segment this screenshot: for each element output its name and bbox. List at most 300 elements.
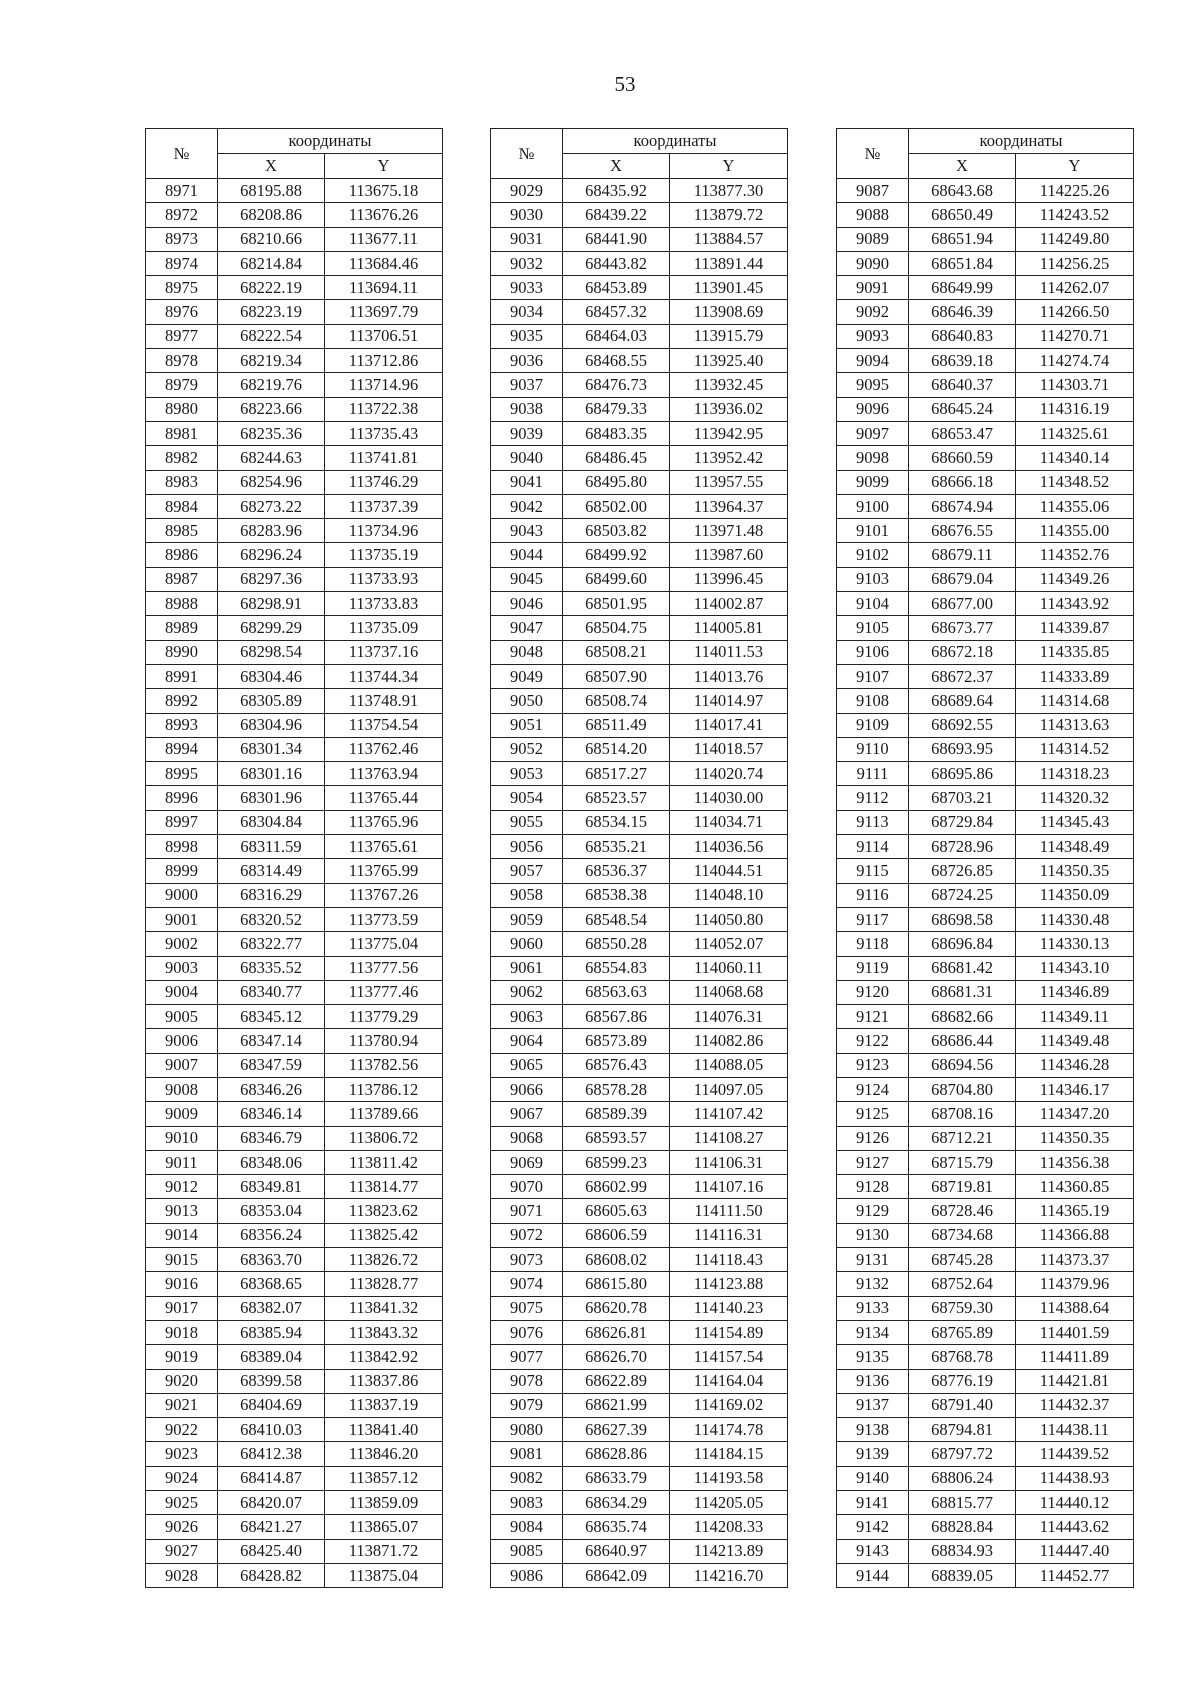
table-row <box>837 859 1134 883</box>
y-coordinate-cell: 114005.81 <box>670 616 788 640</box>
table-row <box>837 470 1134 494</box>
table-row <box>491 859 788 883</box>
y-coordinate-cell: 113746.29 <box>325 470 443 494</box>
y-coordinate-cell: 113837.86 <box>325 1369 443 1393</box>
page-number: 53 <box>614 72 636 96</box>
point-number-cell: 9048 <box>491 640 563 664</box>
x-coordinate-cell: 68420.07 <box>218 1491 325 1515</box>
y-coordinate-cell: 113826.72 <box>325 1248 443 1272</box>
point-number-cell: 9113 <box>837 810 909 834</box>
x-coordinate-cell: 68578.28 <box>563 1077 670 1101</box>
x-coordinate-cell: 68593.57 <box>563 1126 670 1150</box>
point-number-cell: 9067 <box>491 1102 563 1126</box>
point-number-cell: 9069 <box>491 1150 563 1174</box>
x-coordinate-cell: 68223.19 <box>218 300 325 324</box>
x-coordinate-cell: 68679.04 <box>909 567 1016 591</box>
y-coordinate-cell: 114243.52 <box>1016 203 1134 227</box>
y-coordinate-cell: 114438.93 <box>1016 1466 1134 1490</box>
table-row <box>491 276 788 300</box>
point-number-cell: 9015 <box>146 1248 218 1272</box>
x-coordinate-cell: 68348.06 <box>218 1150 325 1174</box>
x-coordinate-cell: 68443.82 <box>563 251 670 275</box>
y-coordinate-cell: 114184.15 <box>670 1442 788 1466</box>
y-coordinate-cell: 114174.78 <box>670 1418 788 1442</box>
point-number-cell: 9099 <box>837 470 909 494</box>
point-number-cell: 9060 <box>491 932 563 956</box>
y-coordinate-cell: 114339.87 <box>1016 616 1134 640</box>
y-coordinate-cell: 114256.25 <box>1016 251 1134 275</box>
y-coordinate-cell: 113865.07 <box>325 1515 443 1539</box>
table-row <box>146 1223 443 1247</box>
x-header: X <box>563 154 670 179</box>
table-row <box>146 1466 443 1490</box>
y-coordinate-cell: 114346.28 <box>1016 1053 1134 1077</box>
y-coordinate-cell: 114205.05 <box>670 1491 788 1515</box>
x-coordinate-cell: 68548.54 <box>563 907 670 931</box>
x-coordinate-cell: 68486.45 <box>563 446 670 470</box>
table-row <box>837 567 1134 591</box>
point-number-cell: 9133 <box>837 1296 909 1320</box>
x-coordinate-cell: 68650.49 <box>909 203 1016 227</box>
x-coordinate-cell: 68346.79 <box>218 1126 325 1150</box>
y-coordinate-cell: 113901.45 <box>670 276 788 300</box>
point-number-cell: 9036 <box>491 349 563 373</box>
x-coordinate-cell: 68508.74 <box>563 689 670 713</box>
x-coordinate-cell: 68479.33 <box>563 397 670 421</box>
x-coordinate-cell: 68621.99 <box>563 1393 670 1417</box>
point-number-cell: 8994 <box>146 737 218 761</box>
table-row <box>837 689 1134 713</box>
table-row <box>491 640 788 664</box>
x-coordinate-cell: 68368.65 <box>218 1272 325 1296</box>
y-coordinate-cell: 113908.69 <box>670 300 788 324</box>
y-coordinate-cell: 113915.79 <box>670 324 788 348</box>
point-number-cell: 9103 <box>837 567 909 591</box>
table-row <box>491 543 788 567</box>
point-number-cell: 9038 <box>491 397 563 421</box>
point-number-cell: 9014 <box>146 1223 218 1247</box>
table-row <box>837 810 1134 834</box>
number-header: № <box>491 129 563 179</box>
x-coordinate-cell: 68776.19 <box>909 1369 1016 1393</box>
table-row <box>837 446 1134 470</box>
y-coordinate-cell: 113735.43 <box>325 421 443 445</box>
y-coordinate-cell: 114020.74 <box>670 762 788 786</box>
x-coordinate-cell: 68219.76 <box>218 373 325 397</box>
table-row <box>491 1491 788 1515</box>
table-row <box>491 519 788 543</box>
point-number-cell: 9081 <box>491 1442 563 1466</box>
y-coordinate-cell: 114106.31 <box>670 1150 788 1174</box>
x-coordinate-cell: 68643.68 <box>909 179 1016 203</box>
point-number-cell: 9035 <box>491 324 563 348</box>
table-row <box>146 349 443 373</box>
x-coordinate-cell: 68296.24 <box>218 543 325 567</box>
point-number-cell: 9051 <box>491 713 563 737</box>
point-number-cell: 8976 <box>146 300 218 324</box>
table-row <box>146 421 443 445</box>
y-coordinate-cell: 113735.19 <box>325 543 443 567</box>
table-row <box>491 1126 788 1150</box>
table-row <box>837 1345 1134 1369</box>
x-header: X <box>909 154 1016 179</box>
x-coordinate-cell: 68692.55 <box>909 713 1016 737</box>
x-coordinate-cell: 68514.20 <box>563 737 670 761</box>
x-coordinate-cell: 68414.87 <box>218 1466 325 1490</box>
x-coordinate-cell: 68615.80 <box>563 1272 670 1296</box>
table-row <box>491 567 788 591</box>
point-number-cell: 9078 <box>491 1369 563 1393</box>
point-number-cell: 9122 <box>837 1029 909 1053</box>
y-coordinate-cell: 114076.31 <box>670 1005 788 1029</box>
point-number-cell: 9018 <box>146 1320 218 1344</box>
point-number-cell: 9033 <box>491 276 563 300</box>
x-coordinate-cell: 68608.02 <box>563 1248 670 1272</box>
y-coordinate-cell: 113775.04 <box>325 932 443 956</box>
table-row <box>491 1369 788 1393</box>
x-coordinate-cell: 68626.81 <box>563 1320 670 1344</box>
point-number-cell: 9002 <box>146 932 218 956</box>
y-coordinate-cell: 114360.85 <box>1016 1175 1134 1199</box>
x-coordinate-cell: 68536.37 <box>563 859 670 883</box>
table-row <box>146 543 443 567</box>
point-number-cell: 9124 <box>837 1077 909 1101</box>
x-coordinate-cell: 68299.29 <box>218 616 325 640</box>
x-coordinate-cell: 68640.97 <box>563 1539 670 1563</box>
y-coordinate-cell: 114249.80 <box>1016 227 1134 251</box>
y-coordinate-cell: 113857.12 <box>325 1466 443 1490</box>
x-coordinate-cell: 68703.21 <box>909 786 1016 810</box>
y-coordinate-cell: 114411.89 <box>1016 1345 1134 1369</box>
table-row <box>146 1005 443 1029</box>
point-number-cell: 9001 <box>146 907 218 931</box>
x-coordinate-cell: 68620.78 <box>563 1296 670 1320</box>
table-row <box>146 689 443 713</box>
y-coordinate-cell: 113782.56 <box>325 1053 443 1077</box>
number-header: № <box>146 129 218 179</box>
y-coordinate-cell: 114303.71 <box>1016 373 1134 397</box>
y-coordinate-cell: 113765.44 <box>325 786 443 810</box>
table-row <box>837 786 1134 810</box>
point-number-cell: 9056 <box>491 835 563 859</box>
x-coordinate-cell: 68768.78 <box>909 1345 1016 1369</box>
x-coordinate-cell: 68550.28 <box>563 932 670 956</box>
point-number-cell: 8985 <box>146 519 218 543</box>
x-coordinate-cell: 68639.18 <box>909 349 1016 373</box>
point-number-cell: 9058 <box>491 883 563 907</box>
point-number-cell: 9076 <box>491 1320 563 1344</box>
point-number-cell: 9062 <box>491 980 563 1004</box>
point-number-cell: 9025 <box>146 1491 218 1515</box>
y-coordinate-cell: 114346.89 <box>1016 980 1134 1004</box>
point-number-cell: 9031 <box>491 227 563 251</box>
y-coordinate-cell: 114439.52 <box>1016 1442 1134 1466</box>
x-coordinate-cell: 68834.93 <box>909 1539 1016 1563</box>
table-row <box>837 203 1134 227</box>
y-coordinate-cell: 113841.32 <box>325 1296 443 1320</box>
point-number-cell: 9127 <box>837 1150 909 1174</box>
table-row <box>837 956 1134 980</box>
table-row <box>837 1369 1134 1393</box>
y-coordinate-cell: 114373.37 <box>1016 1248 1134 1272</box>
table-row <box>146 1345 443 1369</box>
y-coordinate-cell: 113823.62 <box>325 1199 443 1223</box>
x-coordinate-cell: 68563.63 <box>563 980 670 1004</box>
table-row <box>837 421 1134 445</box>
x-coordinate-cell: 68412.38 <box>218 1442 325 1466</box>
table-row <box>491 762 788 786</box>
y-coordinate-cell: 113763.94 <box>325 762 443 786</box>
x-coordinate-cell: 68404.69 <box>218 1393 325 1417</box>
table-row <box>146 1418 443 1442</box>
table-row <box>837 1175 1134 1199</box>
x-coordinate-cell: 68222.19 <box>218 276 325 300</box>
y-coordinate-cell: 114401.59 <box>1016 1320 1134 1344</box>
point-number-cell: 9128 <box>837 1175 909 1199</box>
y-coordinate-cell: 113837.19 <box>325 1393 443 1417</box>
point-number-cell: 8991 <box>146 664 218 688</box>
y-coordinate-cell: 114447.40 <box>1016 1539 1134 1563</box>
table-row <box>837 276 1134 300</box>
table-row <box>491 1563 788 1587</box>
x-coordinate-cell: 68839.05 <box>909 1563 1016 1587</box>
y-header: Y <box>670 154 788 179</box>
table-row <box>146 592 443 616</box>
x-coordinate-cell: 68729.84 <box>909 810 1016 834</box>
x-coordinate-cell: 68599.23 <box>563 1150 670 1174</box>
point-number-cell: 9028 <box>146 1563 218 1587</box>
x-coordinate-cell: 68686.44 <box>909 1029 1016 1053</box>
point-number-cell: 9080 <box>491 1418 563 1442</box>
y-coordinate-cell: 114355.06 <box>1016 494 1134 518</box>
x-coordinate-cell: 68320.52 <box>218 907 325 931</box>
coordinates-header: координаты <box>563 129 788 154</box>
x-coordinate-cell: 68235.36 <box>218 421 325 445</box>
point-number-cell: 9125 <box>837 1102 909 1126</box>
point-number-cell: 9089 <box>837 227 909 251</box>
y-coordinate-cell: 113828.77 <box>325 1272 443 1296</box>
y-coordinate-cell: 114348.52 <box>1016 470 1134 494</box>
y-coordinate-cell: 113765.99 <box>325 859 443 883</box>
table-row <box>146 494 443 518</box>
table-row <box>491 689 788 713</box>
point-number-cell: 9039 <box>491 421 563 445</box>
table-row <box>837 737 1134 761</box>
table-row <box>491 1029 788 1053</box>
x-coordinate-cell: 68676.55 <box>909 519 1016 543</box>
table-row <box>146 616 443 640</box>
point-number-cell: 9143 <box>837 1539 909 1563</box>
x-coordinate-cell: 68573.89 <box>563 1029 670 1053</box>
x-coordinate-cell: 68642.09 <box>563 1563 670 1587</box>
table-row <box>146 1102 443 1126</box>
y-coordinate-cell: 113877.30 <box>670 179 788 203</box>
table-row <box>146 1296 443 1320</box>
y-coordinate-cell: 114355.00 <box>1016 519 1134 543</box>
x-coordinate-cell: 68622.89 <box>563 1369 670 1393</box>
y-coordinate-cell: 114325.61 <box>1016 421 1134 445</box>
table-row <box>146 373 443 397</box>
point-number-cell: 9141 <box>837 1491 909 1515</box>
y-coordinate-cell: 114036.56 <box>670 835 788 859</box>
y-header: Y <box>1016 154 1134 179</box>
x-coordinate-cell: 68508.21 <box>563 640 670 664</box>
y-coordinate-cell: 114088.05 <box>670 1053 788 1077</box>
y-coordinate-cell: 113811.42 <box>325 1150 443 1174</box>
y-coordinate-cell: 114349.11 <box>1016 1005 1134 1029</box>
x-coordinate-cell: 68254.96 <box>218 470 325 494</box>
number-header: № <box>837 129 909 179</box>
table-row <box>491 324 788 348</box>
table-row <box>837 1442 1134 1466</box>
x-coordinate-cell: 68538.38 <box>563 883 670 907</box>
point-number-cell: 9107 <box>837 664 909 688</box>
y-coordinate-cell: 114314.52 <box>1016 737 1134 761</box>
point-number-cell: 9005 <box>146 1005 218 1029</box>
point-number-cell: 9092 <box>837 300 909 324</box>
point-number-cell: 9034 <box>491 300 563 324</box>
point-number-cell: 9050 <box>491 689 563 713</box>
y-coordinate-cell: 114330.13 <box>1016 932 1134 956</box>
table-row <box>837 324 1134 348</box>
y-coordinate-cell: 114432.37 <box>1016 1393 1134 1417</box>
x-coordinate-cell: 68304.96 <box>218 713 325 737</box>
x-coordinate-cell: 68635.74 <box>563 1515 670 1539</box>
y-coordinate-cell: 113754.54 <box>325 713 443 737</box>
table-row <box>491 1102 788 1126</box>
table-row <box>837 640 1134 664</box>
y-coordinate-cell: 114318.23 <box>1016 762 1134 786</box>
x-coordinate-cell: 68672.37 <box>909 664 1016 688</box>
point-number-cell: 9064 <box>491 1029 563 1053</box>
x-coordinate-cell: 68495.80 <box>563 470 670 494</box>
y-coordinate-cell: 114068.68 <box>670 980 788 1004</box>
y-coordinate-cell: 114262.07 <box>1016 276 1134 300</box>
point-number-cell: 9104 <box>837 592 909 616</box>
table-row <box>491 1515 788 1539</box>
table-row <box>491 592 788 616</box>
point-number-cell: 8984 <box>146 494 218 518</box>
table-row <box>491 737 788 761</box>
y-coordinate-cell: 113697.79 <box>325 300 443 324</box>
table-row <box>491 1175 788 1199</box>
point-number-cell: 9118 <box>837 932 909 956</box>
table-row <box>146 713 443 737</box>
point-number-cell: 9009 <box>146 1102 218 1126</box>
y-coordinate-cell: 113765.61 <box>325 835 443 859</box>
table-row <box>837 1248 1134 1272</box>
x-coordinate-cell: 68502.00 <box>563 494 670 518</box>
point-number-cell: 9057 <box>491 859 563 883</box>
point-number-cell: 9100 <box>837 494 909 518</box>
x-coordinate-cell: 68728.96 <box>909 835 1016 859</box>
point-number-cell: 9110 <box>837 737 909 761</box>
table-row <box>491 251 788 275</box>
table-row <box>837 1563 1134 1587</box>
table-row <box>491 300 788 324</box>
coordinates-header: координаты <box>218 129 443 154</box>
y-coordinate-cell: 113733.93 <box>325 567 443 591</box>
x-coordinate-cell: 68517.27 <box>563 762 670 786</box>
point-number-cell: 9075 <box>491 1296 563 1320</box>
table-row <box>146 1515 443 1539</box>
table-row <box>146 1369 443 1393</box>
table-row <box>837 592 1134 616</box>
point-number-cell: 9074 <box>491 1272 563 1296</box>
point-number-cell: 9142 <box>837 1515 909 1539</box>
table-row <box>491 1539 788 1563</box>
coordinates-table-2 <box>490 128 788 1588</box>
y-coordinate-cell: 114034.71 <box>670 810 788 834</box>
point-number-cell: 9121 <box>837 1005 909 1029</box>
table-row <box>837 1150 1134 1174</box>
table-row <box>837 1102 1134 1126</box>
table-row <box>491 1320 788 1344</box>
table-row <box>146 251 443 275</box>
x-coordinate-cell: 68457.32 <box>563 300 670 324</box>
point-number-cell: 9077 <box>491 1345 563 1369</box>
y-coordinate-cell: 114048.10 <box>670 883 788 907</box>
x-coordinate-cell: 68425.40 <box>218 1539 325 1563</box>
point-number-cell: 9024 <box>146 1466 218 1490</box>
x-coordinate-cell: 68410.03 <box>218 1418 325 1442</box>
table-row <box>491 494 788 518</box>
x-coordinate-cell: 68304.46 <box>218 664 325 688</box>
y-coordinate-cell: 114154.89 <box>670 1320 788 1344</box>
x-coordinate-cell: 68828.84 <box>909 1515 1016 1539</box>
x-coordinate-cell: 68704.80 <box>909 1077 1016 1101</box>
point-number-cell: 9019 <box>146 1345 218 1369</box>
y-coordinate-cell: 114169.02 <box>670 1393 788 1417</box>
y-coordinate-cell: 114014.97 <box>670 689 788 713</box>
point-number-cell: 9011 <box>146 1150 218 1174</box>
point-number-cell: 8972 <box>146 203 218 227</box>
point-number-cell: 9071 <box>491 1199 563 1223</box>
table-row <box>491 1077 788 1101</box>
point-number-cell: 9070 <box>491 1175 563 1199</box>
y-coordinate-cell: 113722.38 <box>325 397 443 421</box>
y-coordinate-cell: 113841.40 <box>325 1418 443 1442</box>
y-coordinate-cell: 113737.16 <box>325 640 443 664</box>
y-coordinate-cell: 114356.38 <box>1016 1150 1134 1174</box>
x-coordinate-cell: 68682.66 <box>909 1005 1016 1029</box>
x-coordinate-cell: 68651.84 <box>909 251 1016 275</box>
point-number-cell: 9123 <box>837 1053 909 1077</box>
x-coordinate-cell: 68305.89 <box>218 689 325 713</box>
point-number-cell: 9097 <box>837 421 909 445</box>
table-row <box>491 810 788 834</box>
x-coordinate-cell: 68679.11 <box>909 543 1016 567</box>
y-coordinate-cell: 114213.89 <box>670 1539 788 1563</box>
x-coordinate-cell: 68712.21 <box>909 1126 1016 1150</box>
point-number-cell: 9041 <box>491 470 563 494</box>
table-row <box>491 932 788 956</box>
table-row <box>491 835 788 859</box>
x-coordinate-cell: 68298.54 <box>218 640 325 664</box>
y-coordinate-cell: 113879.72 <box>670 203 788 227</box>
y-coordinate-cell: 113677.11 <box>325 227 443 251</box>
table-row <box>491 1005 788 1029</box>
y-coordinate-cell: 114116.31 <box>670 1223 788 1247</box>
table-row <box>146 1126 443 1150</box>
y-coordinate-cell: 113780.94 <box>325 1029 443 1053</box>
x-coordinate-cell: 68428.82 <box>218 1563 325 1587</box>
point-number-cell: 9032 <box>491 251 563 275</box>
point-number-cell: 9022 <box>146 1418 218 1442</box>
table-row <box>491 470 788 494</box>
x-coordinate-cell: 68311.59 <box>218 835 325 859</box>
y-coordinate-cell: 114350.35 <box>1016 859 1134 883</box>
